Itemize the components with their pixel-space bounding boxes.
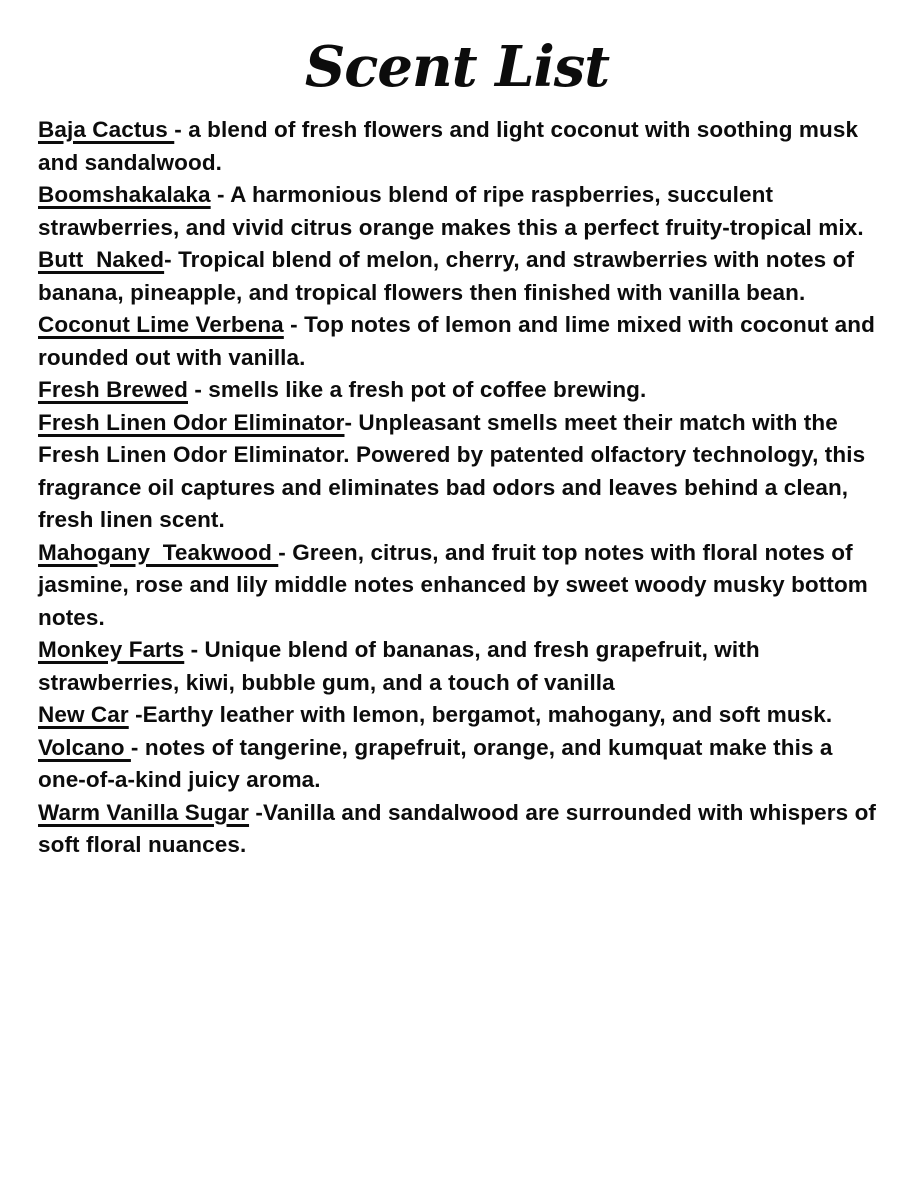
- scent-name: Fresh Brewed: [38, 377, 188, 402]
- scent-name: Fresh Linen Odor Eliminator: [38, 409, 345, 435]
- scent-list: [0, 104, 914, 862]
- scent-description: -Earthy leather with lemon, bergamot, mahogany, and soft musk.: [128, 702, 833, 727]
- scent-entry-volcano: [38, 732, 880, 797]
- scent-name: Butt Naked: [38, 247, 165, 272]
- scent-name: Monkey Farts: [38, 637, 185, 662]
- scent-entry-boomshakalaka: [38, 179, 880, 244]
- scent-name: New Car: [38, 702, 129, 727]
- scent-description: - A harmonious blend of ripe raspberries, succulent strawberries, and vivid citrus orange makes this a perfect fruity-tropical mix.: [38, 182, 864, 240]
- scent-description: -Vanilla and sandalwood are surrounded with whispers of soft floral nuances.: [38, 799, 883, 857]
- scent-description: - smells like a fresh pot of coffee brewing.: [188, 377, 647, 402]
- scent-description: - Tropical blend of melon, cherry, and strawberries with notes of banana, pineapple, and tropical flowers then finished with vanilla bean.: [38, 247, 861, 305]
- scent-entry-mahogany-teakwood: [38, 537, 880, 635]
- scent-name: Warm Vanilla Sugar: [38, 799, 250, 825]
- scent-entry-coconut-lime-verbena: [38, 309, 880, 374]
- scent-name: Baja Cactus: [38, 117, 175, 142]
- scent-description: - notes of tangerine, grapefruit, orange, and kumquat make this a one-of-a-kind juicy aroma.: [38, 734, 839, 792]
- scent-entry-fresh-linen-odor-eliminator: [38, 407, 880, 537]
- scent-entry-monkey-farts: [38, 634, 880, 699]
- page-title: Scent List: [304, 34, 610, 100]
- scent-description: - Unpleasant smells meet their match with the Fresh Linen Odor Eliminator. Powered by patented olfactory technology, this fragrance oil captures and eliminates bad odors and leaves behind a clean, fresh linen scent.: [38, 409, 872, 532]
- scent-entry-fresh-brewed: [38, 374, 880, 407]
- scent-entry-butt-naked: [38, 244, 880, 309]
- scent-description: - Unique blend of bananas, and fresh grapefruit, with strawberries, kiwi, bubble gum, and a touch of vanilla: [38, 637, 767, 695]
- scent-description: - Green, citrus, and fruit top notes with floral notes of jasmine, rose and lily middle notes enhanced by sweet woody musky bottom notes.: [38, 539, 875, 630]
- scent-entry-new-car: [38, 699, 880, 732]
- scent-entry-baja-cactus: [38, 114, 880, 179]
- scent-entry-warm-vanilla-sugar: [38, 797, 883, 862]
- scent-name: Volcano: [38, 734, 131, 760]
- scent-description: - Top notes of lemon and lime mixed with coconut and rounded out with vanilla.: [38, 312, 882, 370]
- scent-name: Mahogany Teakwood: [38, 539, 279, 565]
- scent-description: - a blend of fresh flowers and light coconut with soothing musk and sandalwood.: [38, 117, 865, 175]
- scent-name: Boomshakalaka: [38, 182, 211, 207]
- scent-name: Coconut Lime Verbena: [38, 312, 284, 337]
